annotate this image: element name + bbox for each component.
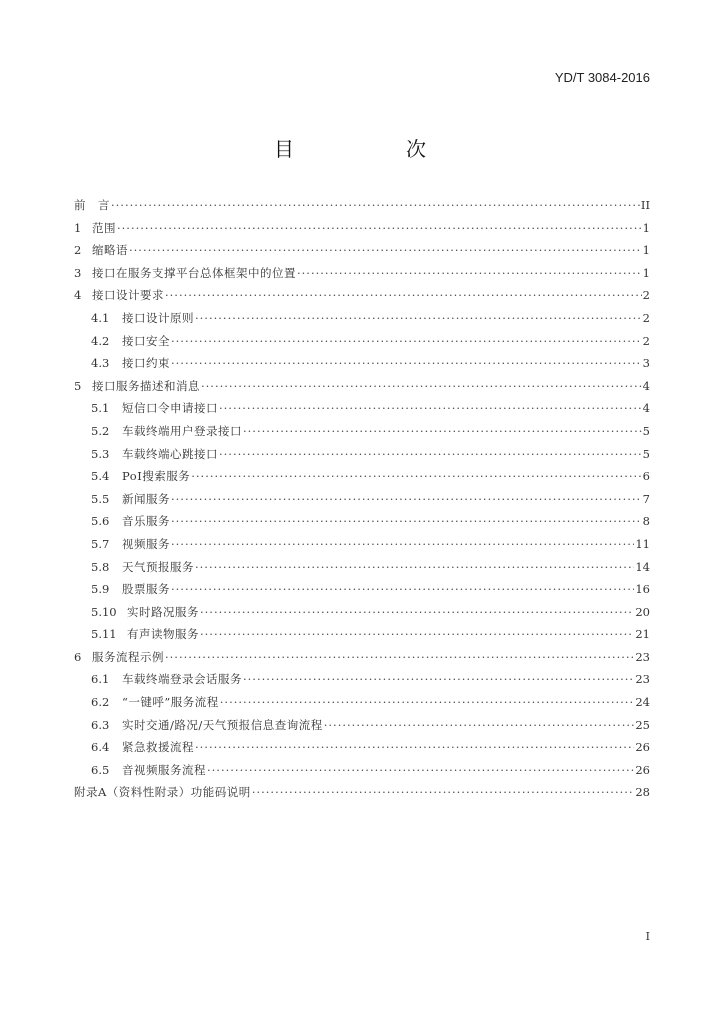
- toc-leader-dots: [191, 465, 641, 488]
- toc-entry-number: 6.2: [91, 695, 110, 710]
- toc-leader-dots: [117, 217, 642, 240]
- toc-leader-dots: [324, 714, 635, 737]
- toc-entry-title: 接口在服务支撑平台总体框架中的位置: [92, 265, 296, 280]
- toc-entry-title: 车载终端心跳接口: [122, 446, 218, 461]
- toc-entry-number: 6.5: [91, 762, 110, 777]
- toc-entry-number: 6: [74, 649, 82, 664]
- toc-entry-number: 4.2: [91, 333, 110, 348]
- toc-entry-page: 11: [635, 536, 650, 551]
- toc-entry-title: 接口设计要求: [92, 288, 164, 303]
- toc-entry-page: 16: [635, 582, 650, 597]
- toc-entry[interactable]: [74, 668, 650, 691]
- toc-entry[interactable]: [74, 330, 650, 353]
- toc-entry-number: 5.9: [91, 582, 110, 597]
- toc-entry-page: 25: [635, 717, 650, 732]
- toc-leader-dots: [129, 239, 642, 262]
- toc-entry[interactable]: [74, 646, 650, 669]
- toc-entry-title: 音乐服务: [122, 514, 170, 529]
- toc-entry[interactable]: [74, 578, 650, 601]
- toc-entry-page: 1: [642, 220, 650, 235]
- toc-entry[interactable]: [74, 759, 650, 782]
- toc-leader-dots: [201, 375, 642, 398]
- toc-entry-page: 2: [642, 333, 650, 348]
- toc-leader-dots: [171, 352, 642, 375]
- toc-entry[interactable]: [74, 239, 650, 262]
- toc-entry-number: 4: [74, 288, 82, 303]
- toc-entry-page: 24: [635, 695, 650, 710]
- toc-entry-number: 6.4: [91, 740, 110, 755]
- toc-entry-page: 5: [642, 423, 650, 438]
- toc-leader-dots: [200, 623, 634, 646]
- toc-entry-number: 4.3: [91, 356, 110, 371]
- toc-entry-page: 4: [642, 378, 650, 393]
- toc-leader-dots: [219, 443, 642, 466]
- toc-entry-number: 5.11: [91, 627, 117, 642]
- toc-leader-dots: [171, 578, 634, 601]
- toc-entry-page: 1: [642, 265, 650, 280]
- toc-entry[interactable]: [74, 420, 650, 443]
- toc-entry-title: 车载终端用户登录接口: [122, 423, 242, 438]
- toc-leader-dots: [195, 736, 634, 759]
- toc-entry-title: “一键呼”服务流程: [122, 695, 219, 710]
- toc-leader-dots: [219, 397, 642, 420]
- toc-entry-number: 5.3: [91, 446, 110, 461]
- toc-entry-number: 5: [74, 378, 82, 393]
- toc-entry-title: 紧急救援流程: [122, 740, 194, 755]
- toc-entry-title: 实时交通/路况/天气预报信息查询流程: [122, 717, 323, 732]
- toc-entry-page: 4: [642, 401, 650, 416]
- toc-entry-title: 视频服务: [122, 536, 170, 551]
- toc-leader-dots: [200, 601, 634, 624]
- toc-leader-dots: [171, 533, 634, 556]
- toc-entry-title: 接口设计原则: [122, 310, 194, 325]
- toc-entry[interactable]: [74, 375, 650, 398]
- toc-leader-dots: [220, 691, 635, 714]
- toc-leader-dots: [111, 194, 640, 217]
- toc-entry-number: 5.4: [91, 469, 110, 484]
- toc-leader-dots: [195, 307, 642, 330]
- toc-entry-number: 5.2: [91, 423, 110, 438]
- toc-entry[interactable]: [74, 262, 650, 285]
- toc-entry-page: 23: [635, 672, 650, 687]
- toc-entry[interactable]: [74, 443, 650, 466]
- toc-entry-number: 6.3: [91, 717, 110, 732]
- toc-entry-number: 5.8: [91, 559, 110, 574]
- toc-entry-page: 21: [635, 627, 650, 642]
- toc-entry-page: 14: [635, 559, 650, 574]
- toc-entry-page: 23: [635, 649, 650, 664]
- toc-entry-page: 2: [642, 310, 650, 325]
- standard-code: YD/T 3084-2016: [554, 70, 650, 85]
- toc-entry-title: 短信口令申请接口: [122, 401, 218, 416]
- toc-entry-title: 接口约束: [122, 356, 170, 371]
- toc-entry[interactable]: [74, 397, 650, 420]
- toc-entry[interactable]: [74, 533, 650, 556]
- toc-leader-dots: [243, 420, 642, 443]
- toc-entry-page: 8: [642, 514, 650, 529]
- toc-entry-title: 范围: [92, 220, 116, 235]
- toc-entry-title: 接口服务描述和消息: [92, 378, 200, 393]
- toc-leader-dots: [297, 262, 642, 285]
- toc-entry[interactable]: [74, 781, 650, 804]
- toc-entry[interactable]: [74, 307, 650, 330]
- toc-entry[interactable]: [74, 736, 650, 759]
- toc-entry[interactable]: [74, 217, 650, 240]
- toc-entry[interactable]: [74, 488, 650, 511]
- toc-entry[interactable]: [74, 510, 650, 533]
- toc-entry-title: 新闻服务: [122, 491, 170, 506]
- toc-entry-title: 有声读物服务: [127, 627, 199, 642]
- toc-entry[interactable]: [74, 556, 650, 579]
- toc-entry-title: 实时路况服务: [127, 604, 199, 619]
- toc-leader-dots: [252, 781, 635, 804]
- toc-entry-number: 2: [74, 243, 82, 258]
- toc-entry-number: 5.6: [91, 514, 110, 529]
- toc-entry-page: 26: [635, 740, 650, 755]
- toc-entry-number: 3: [74, 265, 82, 280]
- toc-entry[interactable]: [74, 284, 650, 307]
- toc-entry[interactable]: [74, 601, 650, 624]
- toc-entry[interactable]: [74, 194, 650, 217]
- toc-entry-page: II: [640, 198, 650, 212]
- toc-entry-title: 缩略语: [92, 243, 128, 258]
- toc-leader-dots: [171, 330, 642, 353]
- toc-entry-number: 6.1: [91, 672, 110, 687]
- toc-entry-number: 5.1: [91, 401, 110, 416]
- toc-leader-dots: [243, 668, 634, 691]
- toc-entry-title: 服务流程示例: [92, 649, 164, 664]
- toc-entry-title: 天气预报服务: [122, 559, 194, 574]
- toc-entry-page: 28: [635, 785, 650, 800]
- table-of-contents: [74, 194, 650, 804]
- toc-entry-title: 股票服务: [122, 582, 170, 597]
- page-title: 目 次: [274, 137, 450, 161]
- toc-leader-dots: [171, 488, 642, 511]
- toc-entry-number: 4.1: [91, 310, 110, 325]
- toc-entry[interactable]: [74, 465, 650, 488]
- toc-leader-dots: [195, 556, 634, 579]
- toc-entry-title: 车载终端登录会话服务: [122, 672, 242, 687]
- toc-entry[interactable]: [74, 352, 650, 375]
- toc-entry-title: 接口安全: [122, 333, 170, 348]
- toc-entry-number: 5.7: [91, 536, 110, 551]
- toc-entry-page: 5: [642, 446, 650, 461]
- toc-leader-dots: [171, 510, 642, 533]
- toc-entry-number: 1: [74, 220, 82, 235]
- toc-entry-title: 音视频服务流程: [122, 762, 206, 777]
- toc-entry-number: 5.10: [91, 604, 117, 619]
- toc-leader-dots: [165, 646, 634, 669]
- toc-leader-dots: [165, 284, 642, 307]
- toc-entry-number: 5.5: [91, 491, 110, 506]
- page-number: I: [645, 930, 650, 943]
- toc-entry-page: 2: [642, 288, 650, 303]
- toc-entry-title: 前 言: [74, 198, 110, 212]
- toc-entry-page: 1: [642, 243, 650, 258]
- toc-entry-title: 附录A（资料性附录）功能码说明: [74, 785, 251, 800]
- toc-entry[interactable]: [74, 691, 650, 714]
- toc-entry-page: 3: [642, 356, 650, 371]
- toc-entry-page: 7: [642, 491, 650, 506]
- toc-entry[interactable]: [74, 623, 650, 646]
- toc-entry-page: 6: [642, 469, 650, 484]
- toc-entry-title: PoI搜索服务: [122, 469, 191, 484]
- toc-leader-dots: [207, 759, 634, 782]
- toc-entry-page: 26: [635, 762, 650, 777]
- toc-entry-page: 20: [635, 604, 650, 619]
- toc-entry[interactable]: [74, 714, 650, 737]
